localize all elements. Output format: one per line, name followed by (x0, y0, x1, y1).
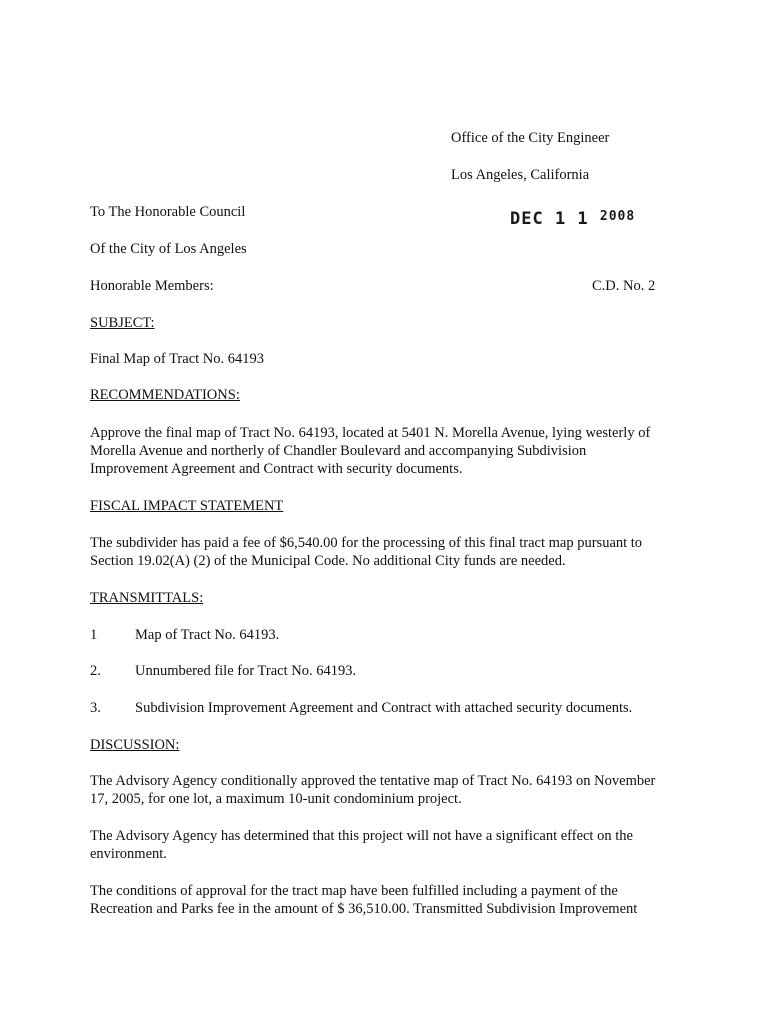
salutation: Honorable Members: (90, 278, 214, 294)
recommendations-heading: RECOMMENDATIONS: (90, 387, 240, 403)
date-stamp-day: DEC 1 1 (510, 209, 589, 229)
transmittal-number: 3. (90, 700, 101, 716)
subject-text: Final Map of Tract No. 64193 (90, 351, 264, 367)
transmittals-heading: TRANSMITTALS: (90, 590, 204, 606)
discussion-para-line: The Advisory Agency has determined that this project will not have a significant effect on the (90, 828, 633, 844)
addressee-line-1: To The Honorable Council (90, 204, 246, 220)
discussion-para-line: environment. (90, 846, 167, 862)
subject-heading: SUBJECT: (90, 315, 155, 331)
discussion-para-line: The Advisory Agency conditionally approved the tentative map of Tract No. 64193 on November (90, 773, 656, 789)
transmittal-text: Map of Tract No. 64193. (135, 627, 280, 643)
transmittal-text: Subdivision Improvement Agreement and Contract with attached security documents. (135, 700, 633, 716)
discussion-para-line: The conditions of approval for the tract map have been fulfilled including a payment of the (90, 883, 618, 899)
discussion-para-line: 17, 2005, for one lot, a maximum 10-unit condominium project. (90, 791, 462, 807)
fiscal-line: Section 19.02(A) (2) of the Municipal Code. No additional City funds are needed. (90, 553, 566, 569)
transmittal-number: 1 (90, 627, 98, 643)
addressee-line-2: Of the City of Los Angeles (90, 241, 247, 257)
date-stamp-year: 2008 (599, 209, 636, 224)
recommendations-line: Approve the final map of Tract No. 64193, located at 5401 N. Morella Avenue, lying westerly of (90, 425, 651, 441)
recommendations-line: Improvement Agreement and Contract with security documents. (90, 461, 463, 477)
recommendations-line: Morella Avenue and northerly of Chandler Boulevard and accompanying Subdivision (90, 443, 587, 459)
fiscal-heading: FISCAL IMPACT STATEMENT (90, 498, 284, 514)
office-location: Los Angeles, California (451, 167, 590, 183)
council-district: C.D. No. 2 (592, 278, 656, 294)
office-name: Office of the City Engineer (451, 130, 610, 146)
transmittal-number: 2. (90, 663, 101, 679)
transmittal-text: Unnumbered file for Tract No. 64193. (135, 663, 357, 679)
fiscal-line: The subdivider has paid a fee of $6,540.00 for the processing of this final tract map pursuant to (90, 535, 643, 551)
discussion-para-line: Recreation and Parks fee in the amount of $ 36,510.00. Transmitted Subdivision Improvement (90, 901, 638, 917)
discussion-heading: DISCUSSION: (90, 737, 180, 753)
date-stamp (510, 208, 635, 228)
